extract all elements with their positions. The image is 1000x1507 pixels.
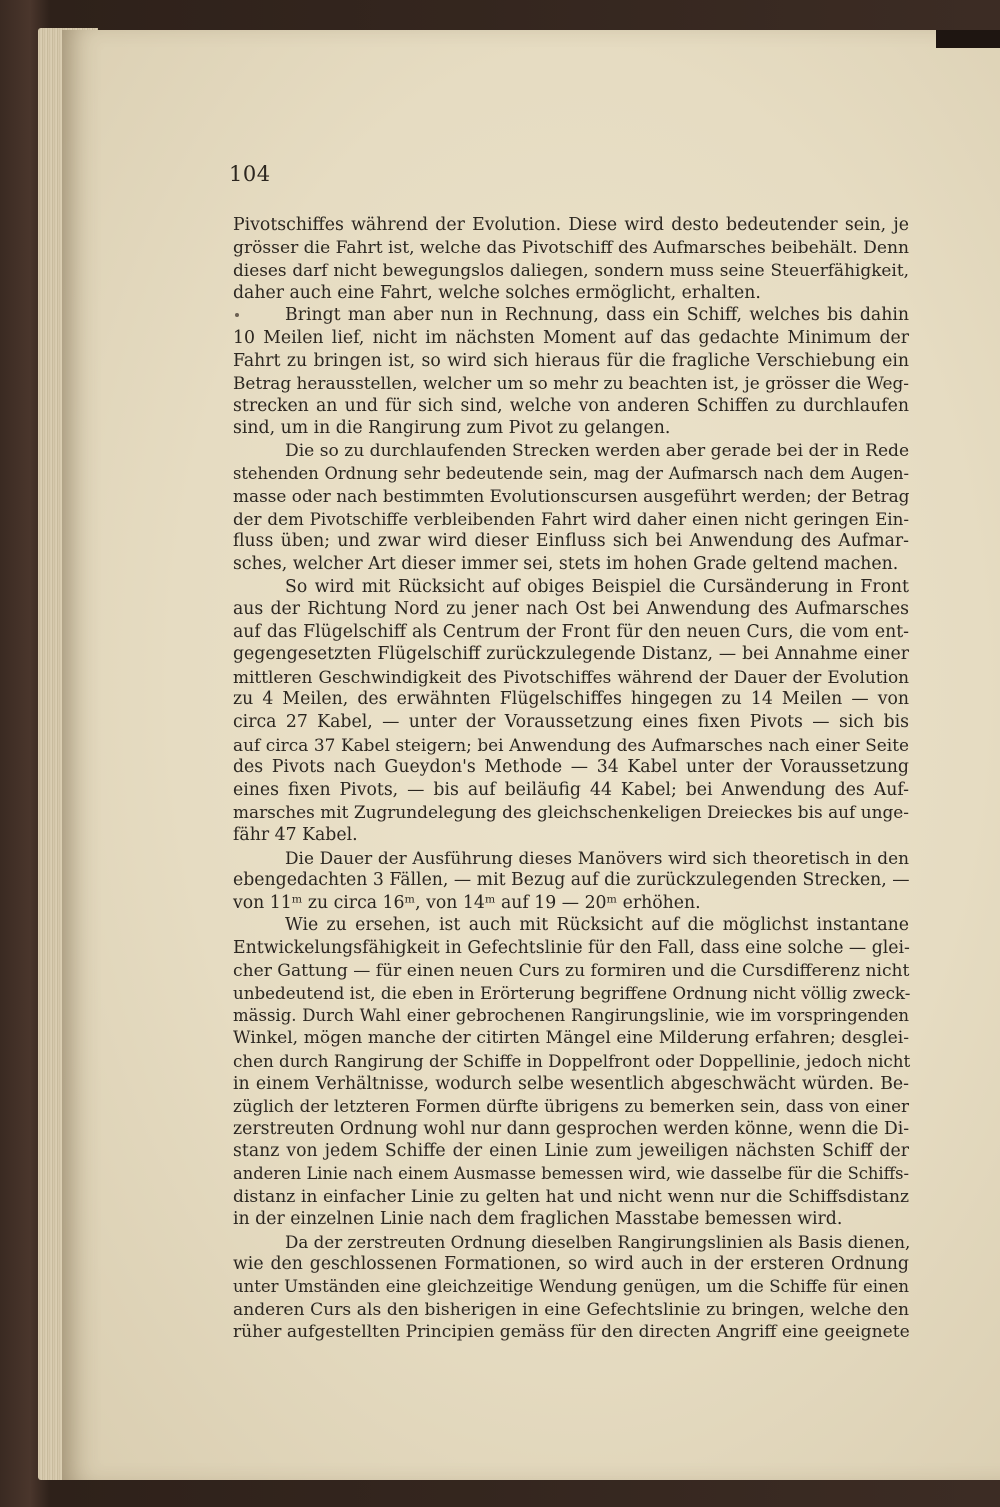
text-line: anderen Linie nach einem Ausmasse bemessen wird, wie dasselbe für die Schiffs- [233, 1163, 909, 1183]
text-line: fähr 47 Kabel. [233, 825, 358, 846]
text-line: in einem Verhältnisse, wodurch selbe wesentlich abgeschwächt würden. Be- [233, 1073, 909, 1094]
text-line: Da der zerstreuten Ordnung dieselben Rangirungslinien als Basis dienen, [285, 1231, 911, 1252]
text-line: zerstreuten Ordnung wohl nur dann gesprochen werden könne, wenn die Di- [233, 1118, 910, 1139]
body-text [233, 214, 909, 1344]
text-line: sches, welcher Art dieser immer sei, stets im hohen Grade geltend machen. [233, 553, 899, 574]
text-line: zu 4 Meilen, des erwähnten Flügelschiffes hingegen zu 14 Meilen — von [233, 689, 909, 710]
text-line: unter Umständen eine gleichzeitige Wendung genügen, um die Schiffe für einen [233, 1276, 909, 1296]
text-line: auf circa 37 Kabel steigern; bei Anwendung des Aufmarsches nach einer Seite [233, 734, 909, 755]
text-line: fluss üben; und zwar wird dieser Einfluss sich bei Anwendung des Aufmar- [233, 531, 909, 552]
page-number: 104 [229, 162, 271, 186]
text-line: 10 Meilen lief, nicht im nächsten Moment auf das gedachte Minimum der [233, 327, 909, 348]
text-line: züglich der letzteren Formen dürfte übrigens zu bemerken sein, dass von einer [233, 1096, 909, 1117]
text-line: Die so zu durchlaufenden Strecken werden aber gerade bei der in Rede [285, 440, 910, 461]
text-line: anderen Curs als den bisherigen in eine Gefechtslinie zu bringen, welche den [233, 1299, 909, 1320]
text-line: mittleren Geschwindigkeit des Pivotschiffes während der Dauer der Evolution [233, 666, 909, 687]
text-line: sind, um in die Rangirung zum Pivot zu gelangen. [233, 418, 671, 439]
text-line: Winkel, mögen manche der citirten Mängel eine Milderung erfahren; desglei- [233, 1028, 909, 1049]
text-line: unbedeutend ist, die eben in Erörterung begriffene Ordnung nicht völlig zweck- [233, 983, 911, 1004]
text-line: daher auch eine Fahrt, welche solches ermöglicht, erhalten. [233, 282, 761, 303]
text-line: cher Gattung — für einen neuen Curs zu formiren und die Cursdifferenz nicht [233, 960, 910, 981]
text-line: wie den geschlossenen Formationen, so wird auch in der ersteren Ordnung [233, 1254, 909, 1275]
text-line: ebengedachten 3 Fällen, — mit Bezug auf die zurückzulegenden Strecken, — [233, 870, 910, 891]
text-line: Betrag herausstellen, welcher um so mehr zu beachten ist, je grösser die Weg- [233, 373, 909, 394]
text-line: So wird mit Rücksicht auf obiges Beispiel die Cursänderung in Front [285, 576, 909, 597]
text-line: distanz in einfacher Linie zu gelten hat und nicht wenn nur die Schiffsdistanz [233, 1186, 909, 1207]
text-line: Entwickelungsfähigkeit in Gefechtslinie für den Fall, dass eine solche — glei- [233, 938, 910, 958]
text-line: Bringt man aber nun in Rechnung, dass ein Schiff, welches bis dahin [285, 305, 909, 326]
text-line: der dem Pivotschiffe verbleibenden Fahrt wird daher einen nicht geringen Ein- [233, 508, 909, 529]
text-line: in der einzelnen Linie nach dem fraglichen Masstabe bemessen wird. [233, 1209, 843, 1230]
text-line: dieses darf nicht bewegungslos daliegen, sondern muss seine Steuerfähigkeit, [233, 260, 909, 281]
text-line: rüher aufgestellten Principien gemäss für den directen Angriff eine geeignete [233, 1322, 910, 1343]
text-line: masse oder nach bestimmten Evolutionscursen ausgeführt werden; der Betrag [233, 486, 910, 507]
page-corner-shadow [936, 30, 1000, 48]
text-line: Fahrt zu bringen ist, so wird sich hieraus für die fragliche Verschiebung ein [233, 350, 909, 371]
text-line: mässig. Durch Wahl einer gebrochenen Rangirungslinie, wie im vorspringenden [233, 1005, 909, 1025]
text-line: grösser die Fahrt ist, welche das Pivotschiff des Aufmarsches beibehält. Denn [233, 237, 909, 258]
text-line: des Pivots nach Gueydon's Methode — 34 Kabel unter der Voraussetzung [233, 757, 909, 778]
text-line: gegengesetzten Flügelschiff zurückzulegende Distanz, — bei Annahme einer [233, 644, 909, 665]
text-line: strecken an und für sich sind, welche von anderen Schiffen zu durchlaufen [233, 395, 909, 416]
text-line: eines fixen Pivots, — bis auf beiläufig 44 Kabel; bei Anwendung des Auf- [233, 779, 909, 800]
text-line: Die Dauer der Ausführung dieses Manövers wird sich theoretisch in den [285, 847, 909, 868]
text-line: von 11ᵐ zu circa 16ᵐ, von 14ᵐ auf 19 — 20ᵐ erhöhen. [233, 892, 701, 913]
text-line: auf das Flügelschiff als Centrum der Front für den neuen Curs, die vom ent- [233, 621, 909, 642]
text-line: stanz von jedem Schiffe der einen Linie zum jeweiligen nächsten Schiff der [233, 1141, 909, 1162]
text-line: circa 27 Kabel, — unter der Voraussetzung eines fixen Pivots — sich bis [233, 712, 909, 733]
text-line: marsches mit Zugrundelegung des gleichschenkeligen Dreieckes bis auf unge- [233, 802, 909, 823]
text-line: stehenden Ordnung sehr bedeutende sein, mag der Aufmarsch nach dem Augen- [233, 463, 909, 483]
text-line: Pivotschiffes während der Evolution. Diese wird desto bedeutender sein, je [233, 215, 909, 235]
text-line: chen durch Rangirung der Schiffe in Doppelfront oder Doppellinie, jedoch nicht [233, 1050, 911, 1071]
text-line: aus der Richtung Nord zu jener nach Ost bei Anwendung des Aufmarsches [233, 599, 909, 620]
text-line: Wie zu ersehen, ist auch mit Rücksicht auf die möglichst instantane [285, 915, 909, 936]
